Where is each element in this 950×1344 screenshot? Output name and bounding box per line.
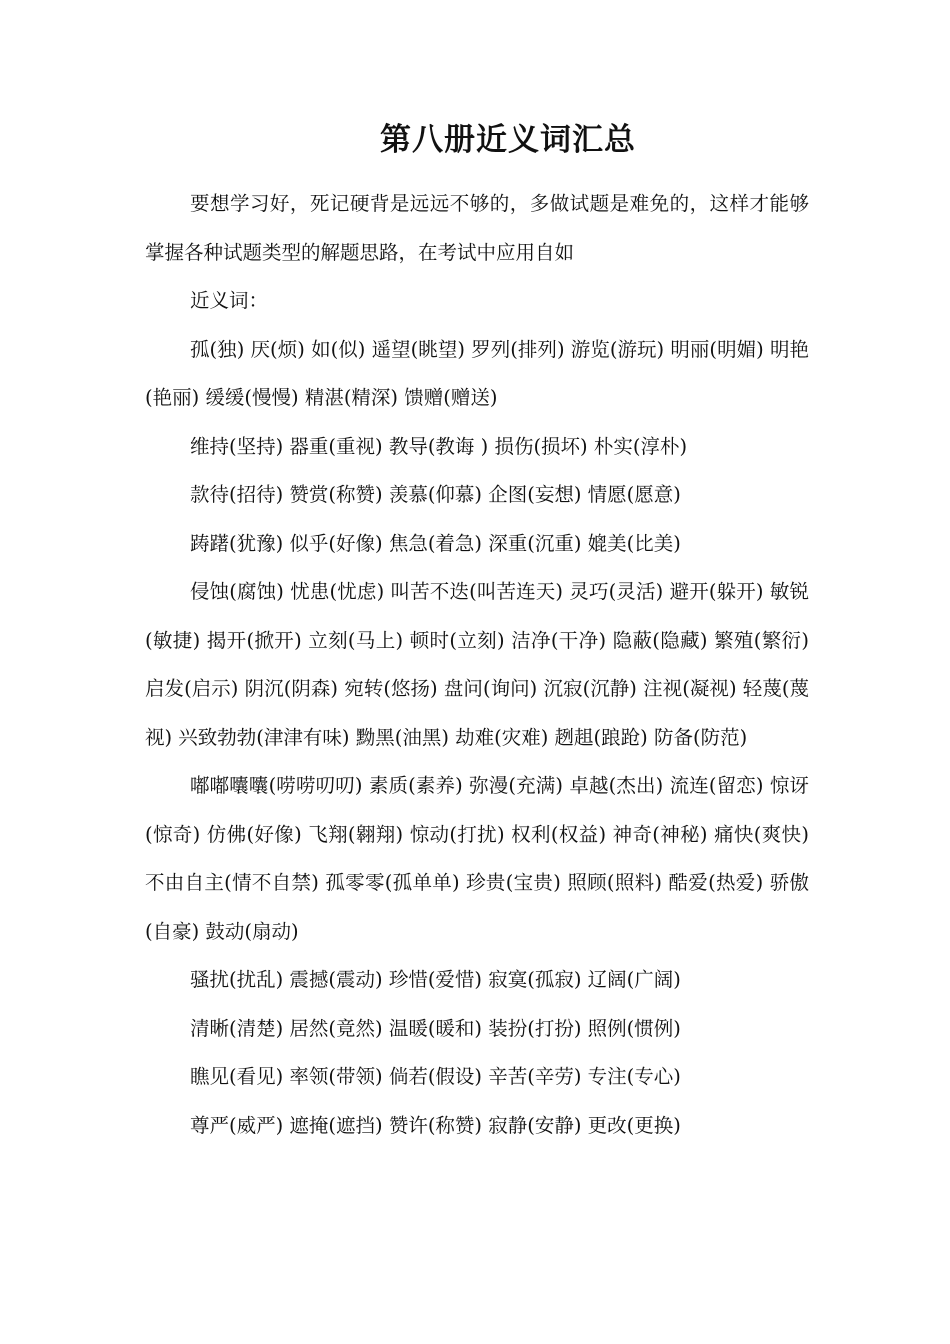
- word-group-5: 侵蚀(腐蚀) 忧患(忧虑) 叫苦不迭(叫苦连天) 灵巧(灵活) 避开(躲开) 敏锐(敏捷) 揭开(掀开) 立刻(马上) 顿时(立刻) 洁净(干净) 隐蔽(隐藏) 繁殖(繁衍) 启发(启示) 阴沉(阴森) 宛转(悠扬) 盘问(询问) 沉寂(沉静) 注视(凝视) 轻蔑(蔑视) 兴致勃勃(津津有味) 黝黑(油黑) 劫难(灾难) 趔趄(踉跄) 防备(防范): [145, 580, 809, 749]
- word-group-3: 款待(招待) 赞赏(称赞) 羡慕(仰慕) 企图(妄想) 情愿(愿意): [190, 483, 681, 506]
- word-group-7: 骚扰(扰乱) 震撼(震动) 珍惜(爱惜) 寂寞(孤寂) 辽阔(广阔): [190, 968, 681, 991]
- word-group-8: 清晰(清楚) 居然(竟然) 温暖(暖和) 装扮(打扮) 照例(惯例): [190, 1016, 681, 1040]
- page-title: 第八册近义词汇总: [380, 122, 636, 158]
- word-group-6: 嘟嘟囔囔(唠唠叨叨) 素质(素养) 弥漫(充满) 卓越(杰出) 流连(留恋) 惊讶(惊奇) 仿佛(好像) 飞翔(翱翔) 惊动(打扰) 权利(权益) 神奇(神秘) 痛快(爽快) 不由自主(情不自禁) 孤零零(孤单单) 珍贵(宝贵) 照顾(照料) 酷爱(热爱) 骄傲(自豪) 鼓动(扇动): [145, 774, 809, 943]
- intro-paragraph: 要想学习好，死记硬背是远远不够的，多做试题是难免的，这样才能够掌握各种试题类型的解题思路，在考试中应用自如: [145, 192, 809, 264]
- section-label: 近义词：: [190, 289, 269, 312]
- word-group-2: 维持(坚持) 器重(重视) 教导(教诲 ) 损伤(损坏) 朴实(淳朴): [190, 434, 688, 458]
- document-body: [145, 180, 809, 1150]
- word-group-9: 瞧见(看见) 率领(带领) 倘若(假设) 辛苦(辛劳) 专注(专心): [190, 1065, 681, 1088]
- word-group-4: 踌躇(犹豫) 似乎(好像) 焦急(着急) 深重(沉重) 媲美(比美): [190, 531, 681, 555]
- word-group-10: 尊严(威严) 遮掩(遮挡) 赞许(称赞) 寂静(安静) 更改(更换): [190, 1113, 681, 1137]
- word-group-1: 孤(独) 厌(烦) 如(似) 遥望(眺望) 罗列(排列) 游览(游玩) 明丽(明媚) 明艳(艳丽) 缓缓(慢慢) 精湛(精深) 馈赠(赠送): [145, 337, 809, 409]
